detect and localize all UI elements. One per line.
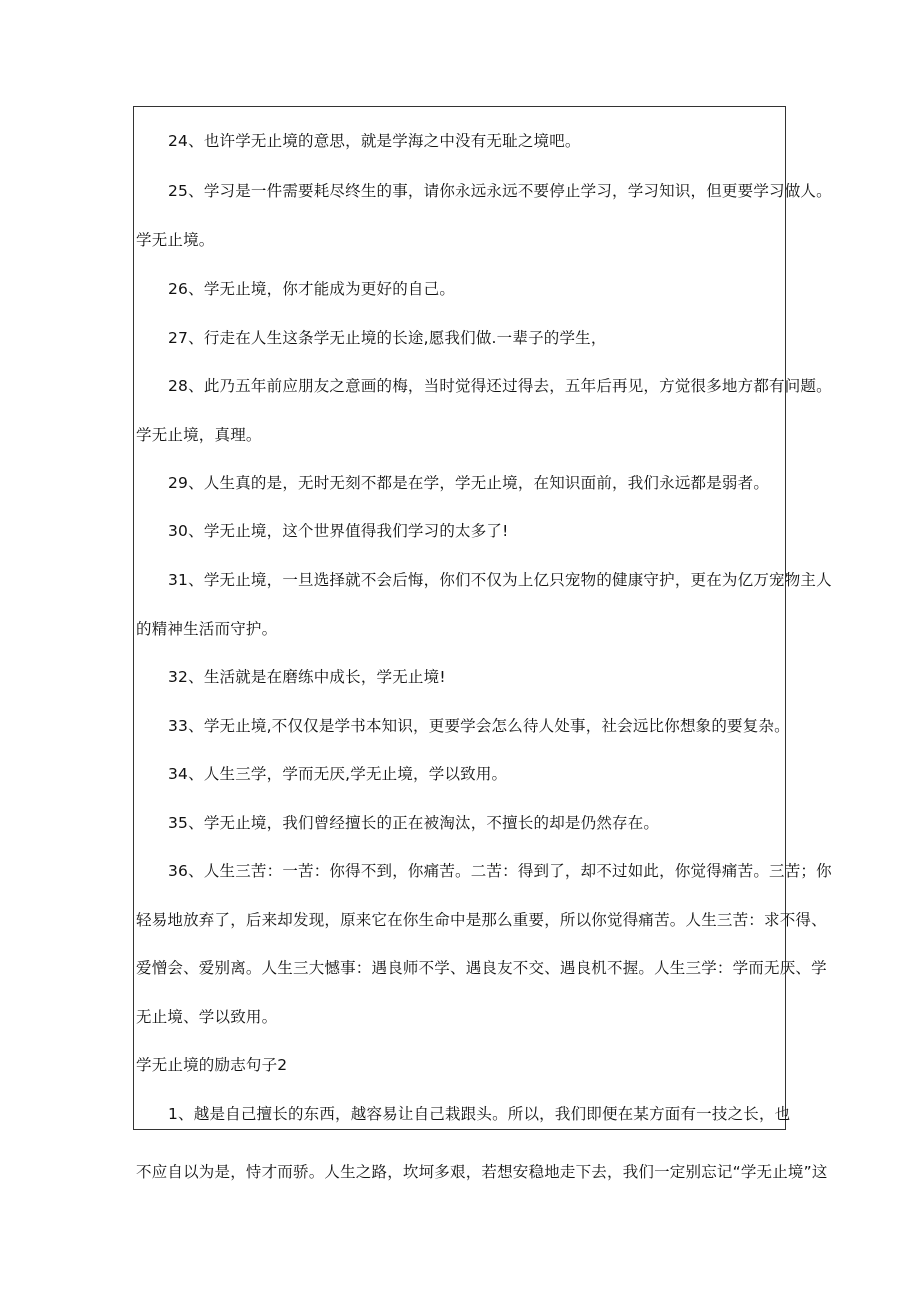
quote-32: 32、生活就是在磨练中成长，学无止境! [168,668,446,686]
quote-31-continued: 的精神生活而守护。 [136,620,278,638]
quote-30: 30、学无止境，这个世界值得我们学习的太多了! [168,522,509,540]
quote-36-line-4: 无止境、学以致用。 [136,1008,278,1026]
quote-25-continued: 学无止境。 [136,231,215,249]
quote-27: 27、行走在人生这条学无止境的长途,愿我们做.一辈子的学生， [168,329,607,347]
section-heading: 学无止境的励志句子2 [136,1056,288,1074]
quote-36-line-2: 轻易地放弃了，后来却发现，原来它在你生命中是那么重要，所以你觉得痛苦。人生三苦：求不得、 [136,911,827,929]
quote-25: 25、学习是一件需要耗尽终生的事，请你永远永远不要停止学习，学习知识，但更要学习做人。 [168,182,832,200]
quote-29: 29、人生真的是，无时无刻不都是在学，学无止境，在知识面前，我们永远都是弱者。 [168,474,770,492]
quote-34: 34、人生三学，学而无厌,学无止境，学以致用。 [168,765,508,783]
quote-35: 35、学无止境，我们曾经擅长的正在被淘汰，不擅长的却是仍然存在。 [168,814,660,832]
quote-31: 31、学无止境，一旦选择就不会后悔，你们不仅为上亿只宠物的健康守护，更在为亿万宠物主人 [168,571,832,589]
quote-26: 26、学无止境，你才能成为更好的自己。 [168,280,456,298]
quote-24: 24、也许学无止境的意思，就是学海之中没有无耻之境吧。 [168,132,581,150]
quote-36-line-3: 爱憎会、爱别离。人生三大憾事：遇良师不学、遇良友不交、遇良机不握。人生三学：学而无厌、学 [136,959,827,977]
quote-28-continued: 学无止境，真理。 [136,426,262,444]
section2-quote-1-continued: 不应自以为是，恃才而骄。人生之路，坎坷多艰，若想安稳地走下去，我们一定别忘记“学无止境”这 [136,1163,828,1181]
quote-28: 28、此乃五年前应朋友之意画的梅，当时觉得还过得去，五年后再见，方觉很多地方都有问题。 [168,377,832,395]
section2-quote-1: 1、越是自己擅长的东西，越容易让自己栽跟头。所以，我们即便在某方面有一技之长，也 [168,1105,791,1123]
quote-33: 33、学无止境,不仅仅是学书本知识，更要学会怎么待人处事，社会远比你想象的要复杂。 [168,717,790,735]
quote-36: 36、人生三苦：一苦：你得不到，你痛苦。二苦：得到了，却不过如此，你觉得痛苦。三苦；你 [168,862,832,880]
